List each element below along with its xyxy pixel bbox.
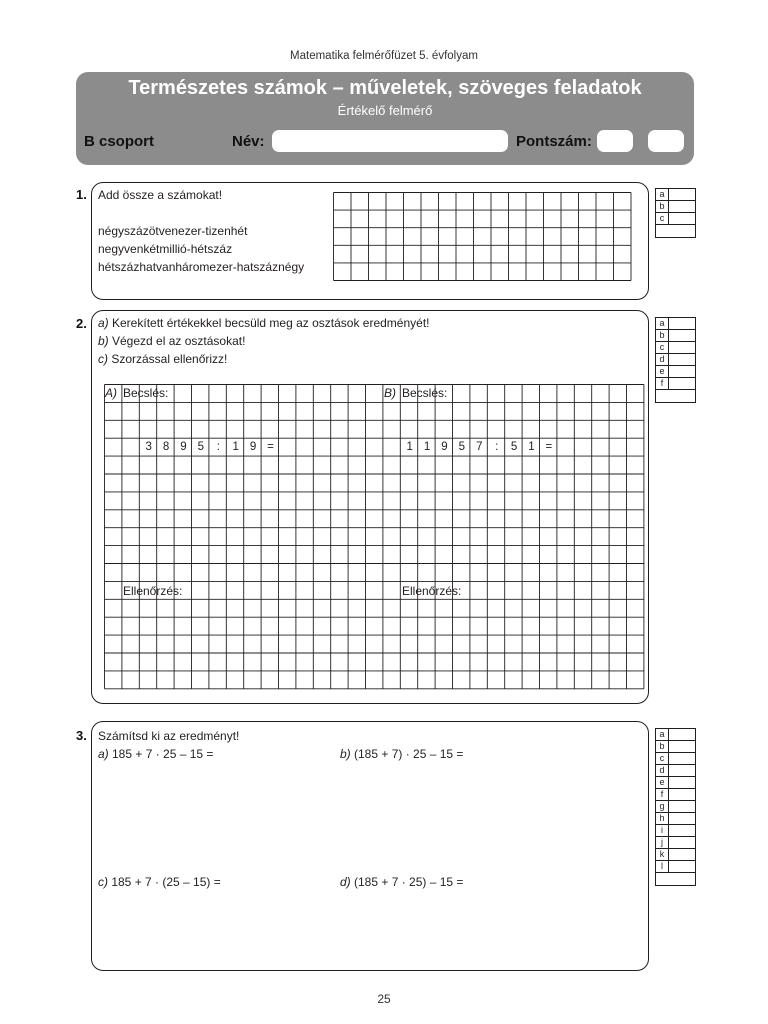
task-2-score-row: [656, 330, 696, 342]
task-3-score-score-cell[interactable]: [669, 777, 696, 789]
task-3-score-score-cell[interactable]: [669, 741, 696, 753]
task-2-text-b: Végezd el az osztásokat!: [108, 334, 246, 348]
division-b-digit: 7: [476, 441, 483, 453]
task-2-score-row: [656, 342, 696, 354]
division-b-digit: 1: [423, 441, 431, 453]
page-subtitle: Értékelő felmérő: [337, 103, 433, 118]
task-3-score-score-cell[interactable]: [669, 813, 696, 825]
task-2-line-b: [98, 334, 245, 348]
task-3-score-row: [656, 801, 696, 813]
task-3-score-row: [656, 753, 696, 765]
task-2-score-label: d: [656, 354, 669, 366]
task-2-score-total-row[interactable]: [656, 390, 696, 403]
task-1-instruction: Add össze a számokat!: [98, 188, 223, 202]
task-3-text-a: 185 + 7 · 25 – 15 =: [108, 747, 214, 761]
task-2-answer-grid[interactable]: [104, 384, 647, 692]
task-3-score-total-row[interactable]: [656, 873, 696, 886]
task-1-score-row: [656, 201, 696, 213]
task-3-score-score-cell[interactable]: [669, 825, 696, 837]
task-3-score-score-cell[interactable]: [669, 837, 696, 849]
task-3-expr-c: [98, 875, 221, 889]
task-3-score-score-cell[interactable]: [669, 801, 696, 813]
task-3-score-row: [656, 765, 696, 777]
task-1-score-score-cell[interactable]: [669, 201, 696, 213]
task-2-score-score-cell[interactable]: [669, 342, 696, 354]
name-label: Név:: [232, 133, 265, 150]
task-3-score-label: k: [656, 849, 669, 861]
header-band: [76, 72, 694, 165]
running-head: Matematika felmérőfüzet 5. évfolyam: [290, 50, 478, 62]
task-3-letter-b: b): [340, 747, 351, 761]
task-2-score-label: a: [656, 318, 669, 330]
task-3-score-label: l: [656, 861, 669, 873]
task-3-score-row: [656, 777, 696, 789]
task-3-score-score-cell[interactable]: [669, 765, 696, 777]
score-label: Pontszám:: [516, 133, 592, 150]
task-2-score-label: c: [656, 342, 669, 354]
score-field-1[interactable]: [597, 130, 633, 152]
task-3-score-row: [656, 729, 696, 741]
task-3-text-d: (185 + 7 · 25) – 15 =: [350, 875, 464, 889]
task-3-score-row: [656, 813, 696, 825]
task-2-score-label: f: [656, 378, 669, 390]
task-1-score-table: [655, 188, 696, 238]
task-3-score-label: j: [656, 837, 669, 849]
task-3-letter-c: c): [98, 875, 108, 889]
task-3-score-row: [656, 837, 696, 849]
task-3-score-label: f: [656, 789, 669, 801]
division-b-digit: 1: [528, 441, 535, 453]
task-1-item-1: négyszázötvenezer-tizenhét: [98, 224, 248, 238]
task-1-score-row: [656, 189, 696, 201]
division-a-digit: 8: [162, 441, 170, 453]
task-2-score-row: [656, 354, 696, 366]
task-2-score-label: e: [656, 366, 669, 378]
task-2-score-label: b: [656, 330, 669, 342]
division-a-digit: 5: [197, 441, 205, 453]
task-3-score-row: [656, 825, 696, 837]
part-a-label: A): [105, 386, 117, 400]
task-1-score-label: b: [656, 201, 669, 213]
division-b-digit: 5: [510, 441, 518, 453]
task-1-score-label: a: [656, 189, 669, 201]
part-b-estimate-label: Becslés:: [402, 386, 448, 400]
task-1-answer-grid[interactable]: [333, 192, 633, 282]
task-3-letter-d: d): [340, 875, 351, 889]
task-2-text-a: Kerekített értékekkel becsüld meg az osztások eredményét!: [108, 316, 430, 330]
task-2-score-total-cell[interactable]: [656, 390, 696, 403]
task-2-number: 2.: [76, 316, 87, 331]
task-3-score-row: [656, 861, 696, 873]
task-2-line-a: [98, 316, 430, 330]
task-3-score-label: i: [656, 825, 669, 837]
task-3-score-label: d: [656, 765, 669, 777]
task-1-item-3: hétszázhatvanháromezer-hatszáznégy: [98, 260, 305, 274]
division-b-digit: 9: [441, 441, 448, 453]
division-a-digit: 9: [180, 441, 187, 453]
task-3-score-label: e: [656, 777, 669, 789]
task-3-score-label: c: [656, 753, 669, 765]
task-3-score-label: b: [656, 741, 669, 753]
task-3-number: 3.: [76, 728, 87, 743]
task-3-score-score-cell[interactable]: [669, 789, 696, 801]
task-2-score-score-cell[interactable]: [669, 378, 696, 390]
part-a-check-label: Ellenőrzés:: [123, 584, 183, 598]
task-1-score-score-cell[interactable]: [669, 213, 696, 225]
division-a-digit: :: [216, 441, 220, 453]
page-number: 25: [377, 992, 391, 1006]
division-a-digit: 3: [145, 441, 152, 453]
task-2-score-score-cell[interactable]: [669, 318, 696, 330]
part-a-estimate-label: Becslés:: [123, 386, 169, 400]
task-1-score-total-cell[interactable]: [656, 225, 696, 238]
task-3-score-row: [656, 741, 696, 753]
task-3-score-score-cell[interactable]: [669, 729, 696, 741]
task-3-score-row: [656, 789, 696, 801]
task-3-expr-d: [340, 875, 463, 889]
task-2-score-score-cell[interactable]: [669, 366, 696, 378]
division-b-digit: :: [495, 441, 499, 453]
task-3-expr-b: [340, 747, 463, 761]
task-3-letter-a: a): [98, 747, 109, 761]
task-2-line-c: [98, 352, 227, 366]
division-b-digit: 5: [458, 441, 466, 453]
task-3-text-c: 185 + 7 · (25 – 15) =: [108, 875, 221, 889]
page-title: Természetes számok – műveletek, szöveges feladatok: [128, 77, 642, 99]
task-1-score-row: [656, 213, 696, 225]
task-3-expr-a: [98, 747, 213, 761]
task-1-score-total-row[interactable]: [656, 225, 696, 238]
task-3-score-row: [656, 849, 696, 861]
task-3-score-label: h: [656, 813, 669, 825]
group-label: B csoport: [84, 133, 155, 150]
task-2-score-score-cell[interactable]: [669, 354, 696, 366]
task-3-score-label: g: [656, 801, 669, 813]
score-field-2[interactable]: [648, 130, 684, 152]
task-2-letter-c: c): [98, 352, 108, 366]
task-3-score-total-cell[interactable]: [656, 873, 696, 886]
task-3-score-score-cell[interactable]: [669, 861, 696, 873]
task-1-score-label: c: [656, 213, 669, 225]
division-b-digit: 1: [406, 441, 413, 453]
task-3-score-score-cell[interactable]: [669, 753, 696, 765]
part-b-label: B): [384, 386, 396, 400]
task-1-item-2: negyvenkétmillió-hétszáz: [98, 242, 233, 256]
name-field[interactable]: [272, 130, 508, 152]
task-2-score-row: [656, 366, 696, 378]
division-a-digit: 1: [232, 441, 239, 453]
task-3-score-score-cell[interactable]: [669, 849, 696, 861]
task-2-score-row: [656, 378, 696, 390]
part-b-check-label: Ellenőrzés:: [402, 584, 462, 598]
task-2-score-score-cell[interactable]: [669, 330, 696, 342]
task-2-letter-a: a): [98, 316, 109, 330]
task-2-score-row: [656, 318, 696, 330]
division-b-digit: =: [545, 441, 553, 453]
division-a-digit: =: [267, 441, 274, 453]
division-a-digit: 9: [249, 441, 257, 453]
task-3-score-label: a: [656, 729, 669, 741]
task-2-text-c: Szorzással ellenőrizz!: [108, 352, 228, 366]
task-2-score-table: [655, 317, 696, 403]
task-2-letter-b: b): [98, 334, 109, 348]
task-1-score-score-cell[interactable]: [669, 189, 696, 201]
task-3-instruction: Számítsd ki az eredményt!: [98, 729, 240, 743]
task-3-score-table: [655, 728, 696, 886]
task-1-number: 1.: [76, 187, 87, 202]
task-3-text-b: (185 + 7) · 25 – 15 =: [350, 747, 464, 761]
